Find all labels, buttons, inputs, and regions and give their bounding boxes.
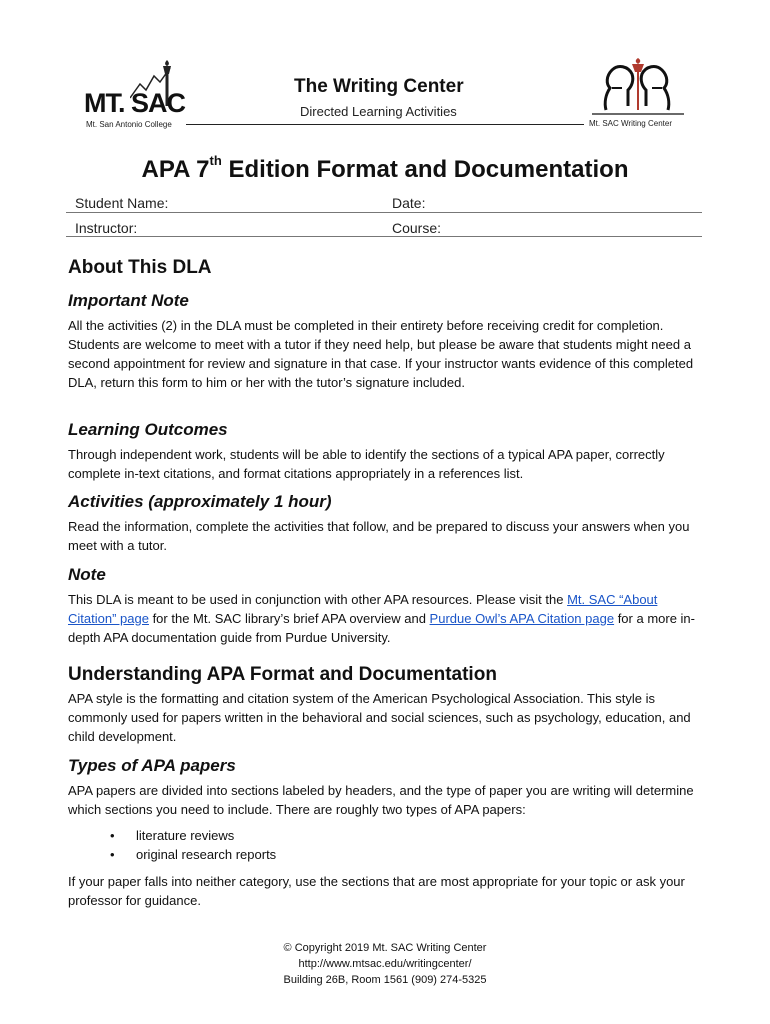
closing-text: If your paper falls into neither category, use the sections that are most appropriate for your topic or ask your professor for guidance. [68,874,685,908]
note-text-part-1: This DLA is meant to be used in conjunction with other APA resources. Please visit the [68,592,568,607]
types-bullet-list [110,826,276,864]
purdue-owl-apa-link[interactable]: Purdue Owl’s APA Citation page [429,611,615,626]
activities-heading: Activities (approximately 1 hour) [68,492,332,511]
college-name: Mt. San Antonio College [86,120,172,129]
field-underline-1 [66,212,702,213]
list-item: • literature reviews [110,826,276,845]
note-text-part-2: for the Mt. SAC library’s brief APA overview and [148,611,430,626]
mtsac-logo-text: MT. SAC [84,88,185,118]
writing-center-logo [588,58,688,132]
course-field[interactable]: Course: [392,220,442,236]
date-field[interactable]: Date: [392,195,426,211]
header-divider [186,124,584,125]
note-heading: Note [68,565,106,584]
about-heading: About This DLA [68,257,212,278]
footer-url[interactable]: http://www.mtsac.edu/writingcenter/ [298,958,472,970]
page-footer [0,940,770,988]
learning-outcomes-text: Through independent work, students will be able to identify the sections of a typical APA paper, correctly complete in-text citations, and format citations appropriately in a references list. [68,447,665,481]
dla-subtitle: Directed Learning Activities [300,104,457,119]
title-superscript: th [209,153,222,168]
list-item: • original research reports [110,845,276,864]
important-note-heading: Important Note [68,291,189,310]
footer-copyright: © Copyright 2019 Mt. SAC Writing Center [283,942,487,954]
types-heading: Types of APA papers [68,756,236,775]
understanding-text: APA style is the formatting and citation system of the American Psychological Association. This style is commonly used for papers written in the behavioral and social sciences, such as psychology, education, and child development. [68,691,691,744]
activities-text: Read the information, complete the activities that follow, and be prepared to discuss your answers when you meet with a tutor. [68,519,690,553]
faces-torch-icon [588,58,688,118]
mtsac-about-citation-link[interactable]: Mt. SAC “About Citation” page [68,592,658,626]
understanding-heading: Understanding APA Format and Documentation [68,664,497,685]
mtsac-logo [80,60,185,130]
note-text [68,590,708,647]
footer-location: Building 26B, Room 1561 (909) 274-5325 [283,974,487,986]
student-name-field[interactable]: Student Name: [75,195,169,211]
instructor-field[interactable]: Instructor: [75,220,138,236]
learning-outcomes-heading: Learning Outcomes [68,420,228,439]
types-text: APA papers are divided into sections labeled by headers, and the type of paper you are writing will determine which sections you need to include. There are roughly two types of APA papers: [68,783,694,817]
title-prefix: APA 7 [141,156,210,183]
field-underline-2 [66,236,702,237]
document-title [0,153,770,184]
writing-center-title: The Writing Center [294,76,464,97]
title-suffix: Edition Format and Documentation [221,156,629,183]
writing-center-logo-caption: Mt. SAC Writing Center [589,119,672,128]
note-text-part-3: for a more in-depth APA documentation guide from Purdue University. [68,611,695,645]
important-note-text: All the activities (2) in the DLA must be completed in their entirety before receiving credit for completion. Students are welcome to meet with a tutor if they need help, but please be aware that students might need a second appointment for review and signature in that case. If your instructor wants evidence of this completed DLA, return this form to him or her with the tutor’s signature included. [68,318,694,390]
